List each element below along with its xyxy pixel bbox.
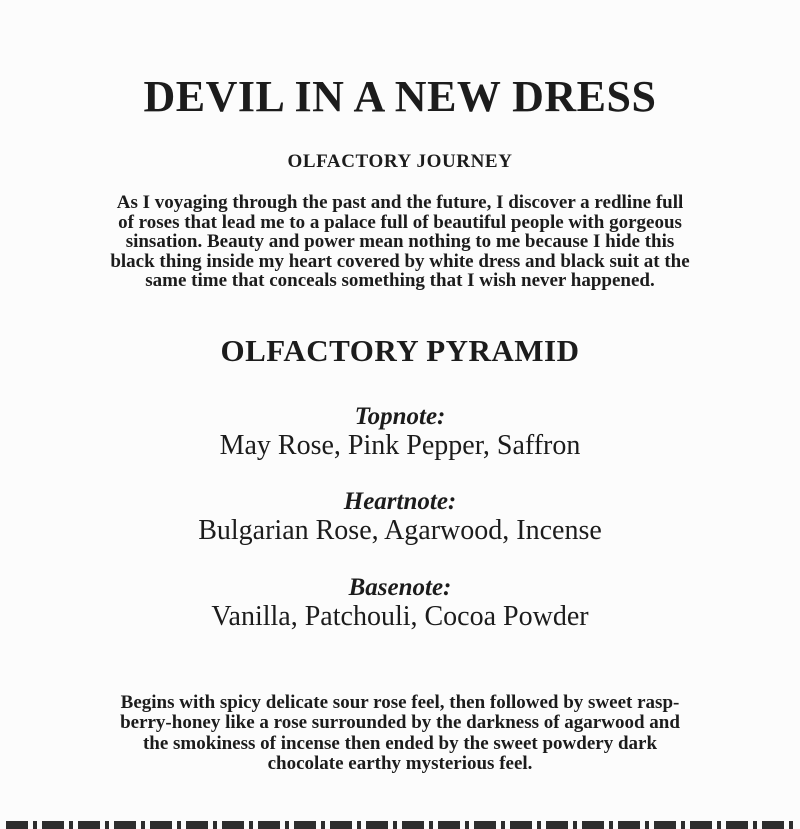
heartnote-label: Heartnote: [343, 488, 457, 516]
page-title: DEVIL IN A NEW DRESS [143, 72, 657, 122]
section-heading-olfactory-journey: OLFACTORY JOURNEY [287, 151, 513, 173]
note-group-heartnote [0, 489, 800, 547]
journey-line: same time that conceals something that I wish never happened. [145, 270, 655, 292]
journey-line: sinsation. Beauty and power mean nothing to me because I hide this [125, 231, 675, 253]
journey-line: of roses that lead me to a palace full of beautiful people with gorgeous [118, 211, 682, 233]
journey-line: As I voyaging through the past and the future, I discover a redline full [116, 192, 684, 214]
topnote-ingredients: May Rose, Pink Pepper, Saffron [219, 429, 581, 461]
cutoff-text-strip [6, 821, 794, 829]
topnote-label: Topnote: [354, 402, 446, 430]
basenote-label: Basenote: [348, 574, 452, 602]
description-line: berry-honey like a rose surrounded by the darkness of agarwood and [120, 712, 680, 734]
description-line: the smokiness of incense then ended by the sweet powdery dark [142, 732, 658, 754]
note-group-topnote [0, 404, 800, 462]
heartnote-ingredients: Bulgarian Rose, Agarwood, Incense [198, 515, 602, 547]
note-group-basenote [0, 575, 800, 633]
description-line: Begins with spicy delicate sour rose feel, then followed by sweet rasp- [120, 691, 680, 713]
journey-line: black thing inside my heart covered by white dress and black suit at the [110, 250, 690, 272]
journey-paragraph [0, 193, 800, 291]
description-paragraph [0, 693, 800, 775]
section-heading-olfactory-pyramid: OLFACTORY PYRAMID [220, 332, 580, 368]
basenote-ingredients: Vanilla, Patchouli, Cocoa Powder [211, 601, 589, 633]
description-line: chocolate earthy mysterious feel. [267, 753, 533, 775]
